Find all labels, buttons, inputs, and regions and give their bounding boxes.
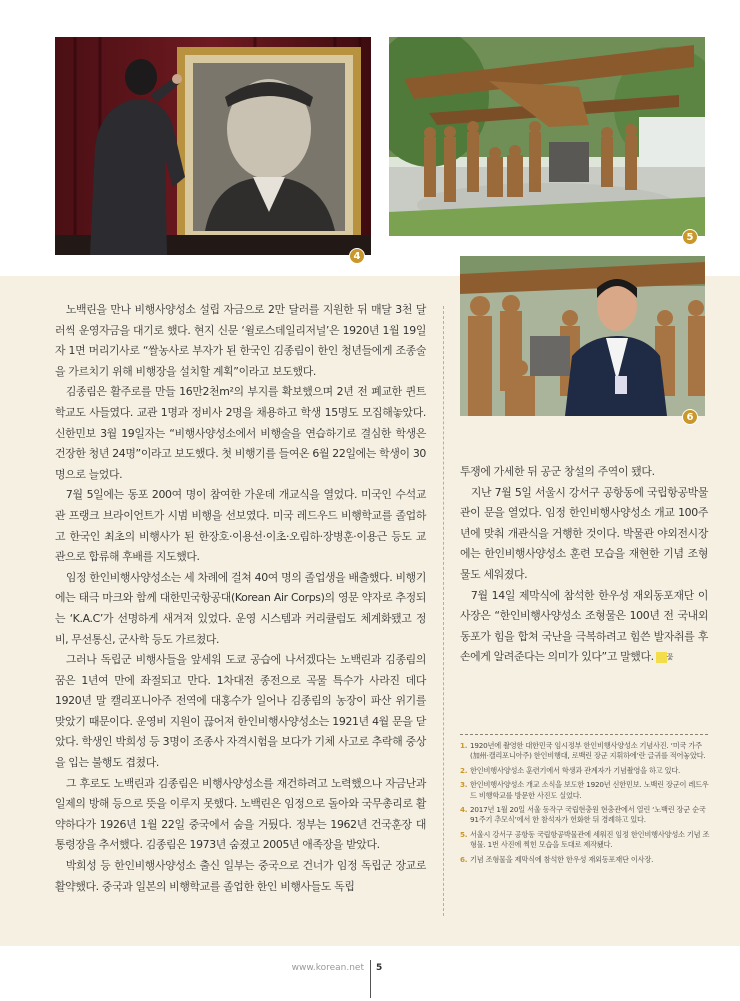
photo-foundation-chairman [460, 256, 705, 416]
end-mark-icon: 꽃 [656, 652, 667, 663]
photo-memorial-salute [55, 37, 371, 255]
caption-number: 4. [460, 805, 468, 815]
caption-item [460, 741, 710, 762]
caption-item [460, 780, 710, 801]
caption-item [460, 830, 710, 851]
caption-text: 한인비행사양성소 훈련기에서 학생과 관계자가 기념촬영을 하고 있다. [470, 765, 681, 775]
caption-number: 3. [460, 780, 468, 790]
caption-number: 6. [460, 854, 468, 864]
paragraph: 노백린을 만나 비행사양성소 설립 자금으로 2만 달러를 지원한 뒤 매달 3천 달러씩 운영자금을 대기로 했다. 현지 신문 ‘윌로스데일리저널’은 1920년 1월 19일자 1면 머리기사로 “쌀농사로 부자가 된 한국인 김종림이 한인 청년들에게 조종술을 가르치기 위해 비행장을 설치할 계획”이라고 보도했다. [55, 303, 426, 378]
paragraph: 그 후로도 노백린과 김종림은 비행사양성소를 재건하려고 노력했으나 자금난과 일제의 방해 등으로 뜻을 이루지 못했다. 노백린은 임정으로 돌아와 국무총리로 활약하다가 1926년 1월 22일 중국에서 숨을 거뒀다. 정부는 1962년 건국훈장 대통령장을 추서했다. 김종림은 1973년 숨졌고 2005년 애족장을 받았다. [55, 776, 426, 852]
captions-rule [460, 734, 708, 735]
caption-text: 한인비행사양성소 개교 소식을 보도한 1920년 신한민보. 노백린 장군이 레드우드 비행학교를 방문한 사진도 실었다. [470, 780, 709, 800]
caption-item [460, 855, 710, 865]
caption-item [460, 805, 710, 826]
article-right-column [460, 462, 708, 668]
paragraph: 투쟁에 가세한 뒤 공군 창설의 주역이 됐다. [460, 465, 655, 478]
paragraph: 김종림은 활주로를 만들 16만2천m²의 부지를 확보했으며 2년 전 폐교한 퀸트학교도 사들였다. 교관 1명과 정비사 2명을 채용하고 학생 15명도 모집해놓았다. 신한민보 3월 19일자는 “비행사양성소에서 비행술을 연습하기로 결심한 학생은 건장한 청년 24명”이라고 보도했다. 첫 비행기를 들여온 6월 22일에는 학생이 30명으로 늘었다. [55, 385, 426, 481]
caption-number: 2. [460, 765, 468, 775]
photo-badge-4: 4 [349, 248, 365, 264]
caption-text: 서울시 강서구 공항동 국립항공박물관에 세워진 임정 한인비행사양성소 기념 조형물. 1번 사진에 찍힌 모습을 토대로 제작됐다. [470, 829, 710, 850]
caption-text: 기념 조형물을 제막식에 참석한 한우성 재외동포재단 이사장. [470, 854, 654, 864]
photo-captions [460, 741, 710, 869]
footer-url-link[interactable]: www.korean.net [291, 963, 364, 973]
column-divider [443, 306, 444, 916]
paragraph: 7월 5일에는 동포 200여 명이 참여한 가운데 개교식을 열었다. 미국인 수석교관 프랭크 브라이언트가 시범 비행을 선보였다. 미국 레드우드 비행학교를 졸업하고 한국인 최초의 비행사가 된 한장호·이용선·이초·오림하·장병훈·이용근 등도 교관으로 합류해 후배를 지도했다. [55, 488, 426, 564]
paragraph: 지난 7월 5일 서울시 강서구 공항동에 국립항공박물관이 문을 열었다. 임정 한인비행사양성소 개교 100주년에 맞춰 개관식을 거행한 것이다. 박물관 야외전시장에는 한인비행사양성소 훈련 모습을 재현한 기념 조형물도 세워졌다. [460, 485, 708, 581]
footer-divider [370, 960, 371, 998]
photo-monument-sculpture [389, 37, 705, 236]
paragraph: 박희성 등 한인비행사양성소 출신 일부는 중국으로 건너가 임정 독립군 장교로 활약했다. 중국과 일본의 비행학교를 졸업한 한인 비행사들도 독립 [55, 859, 426, 893]
caption-number: 1. [460, 741, 468, 750]
page-number: 5 [376, 963, 383, 973]
paragraph [460, 586, 708, 668]
article-left-column [55, 300, 426, 897]
caption-number: 5. [460, 829, 468, 839]
paragraph: 그러나 독립군 비행사들을 앞세워 도쿄 공습에 나서겠다는 노백린과 김종림의 꿈은 1년여 만에 좌절되고 만다. 1차대전 종전으로 곡물 특수가 사라진 데다 1920년 말 캘리포니아주 전역에 대홍수가 일어나 김종림의 농장이 파산 위기를 맞았기 때문이다. 운영비 지원이 끊어져 한인비행사양성소는 1921년 4월 문을 닫았다. 학생인 박희성 등 3명이 조종사 자격시험을 보다가 기체 사고로 추락해 중상을 입는 불행도 겹쳤다. [55, 653, 426, 770]
caption-text: 1920년에 촬영한 대한민국 임시정부 한인비행사양성소 기념사진. ‘미국 가주(加州·캘리포니아주) 한인비행대, 로백린 장군 지휘하에’란 글귀를 적어놓았다. [470, 741, 706, 761]
photo-badge-5: 5 [682, 229, 698, 245]
caption-item [460, 766, 710, 776]
paragraph-text: 7월 14일 제막식에 참석한 한우성 재외동포재단 이사장은 “한인비행사양성소 조형물은 100년 전 국내외 동포가 힘을 합쳐 국난을 극복하려고 힘쓴 발자취를 후손에게 알려준다는 의미가 있다”고 말했다. [460, 588, 708, 664]
photo-badge-6: 6 [682, 409, 698, 425]
caption-text: 2017년 1월 20일 서울 동작구 국립현충원 현충관에서 열린 ‘노백린 장군 순국 91주기 추모식’에서 한 참석자가 헌화한 뒤 경례하고 있다. [470, 805, 706, 825]
paragraph: 임정 한인비행사양성소는 세 차례에 걸쳐 40여 명의 졸업생을 배출했다. 비행기에는 태극 마크와 함께 대한민국항공대(Korean Air Corps)의 영문 약자로 추정되는 ‘K.A.C’가 선명하게 새겨져 있었다. 운영 시스템과 커리큘럼도 체계화됐고 정비, 무선통신, 군사학 등도 가르쳤다. [55, 570, 426, 646]
